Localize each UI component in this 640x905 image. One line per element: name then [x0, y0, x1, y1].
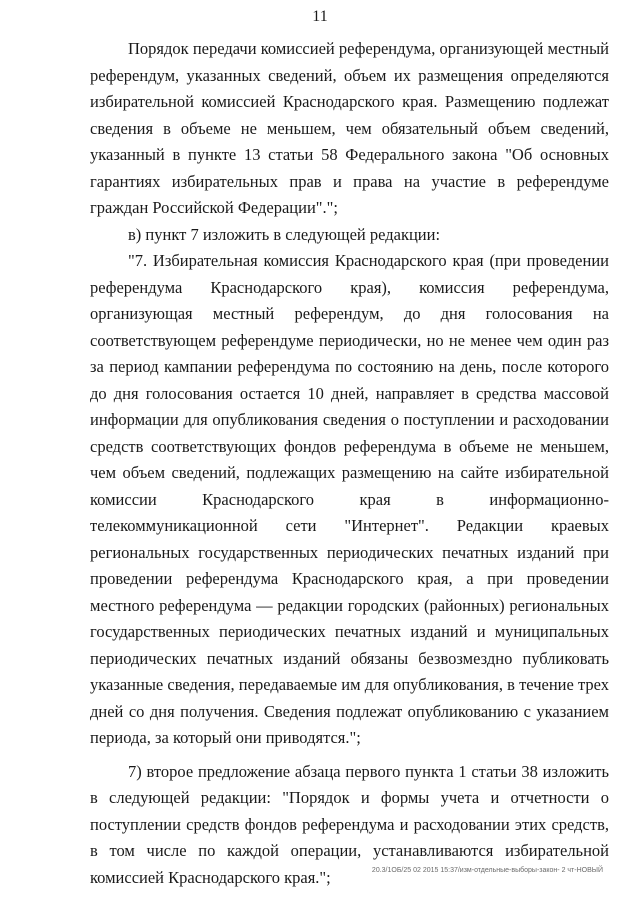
paragraph-item-7-article-38: 7) второе предложение абзаца первого пункта 1 статьи 38 изложить в следующей редакции: "Порядок и формы учета и отчетности о поступлении средств фондов референдума и расходовании этих средств, в том числе по каждой операции, устанавливаются избирательной комиссией Краснодарского края."; — [90, 761, 609, 887]
page-number: 11 — [312, 8, 328, 25]
paragraph-point-v: в) пункт 7 изложить в следующей редакции: — [128, 224, 441, 244]
document-body — [90, 36, 609, 891]
paragraph-clause-7: "7. Избирательная комиссия Краснодарского края (при проведении референдума Краснодарского края), комиссия референдума, организующая местный референдум, до дня голосования на соответствующем референдуме периодически, но не менее чем один раз за период кампании референдума по состоянию на день, после которого до дня голосования остается 10 дней, направляет в средства массовой информации для опубликования сведения о поступлении и расходовании средств соответствующих фондов референдума в объеме не меньшем, чем объем сведений, подлежащих размещению на сайте избирательной комиссии Краснодарского края в информационно-телекоммуникационной сети "Интернет". Редакции краевых региональных государственных периодических печатных изданий при проведении референдума Краснодарского края, а при проведении местного референдума — редакции городских (районных) региональных государственных периодических печатных изданий и муниципальных периодических печатных изданий обязаны безвозмездно публиковать указанные сведения, передаваемые им для опубликования, в течение трех дней со дня получения. Сведения подлежат опубликованию с указанием периода, за который они приводятся."; — [90, 251, 609, 747]
paragraph-disclosure-procedure: Порядок передачи комиссией референдума, организующей местный референдум, указанных сведений, объем их размещения определяются избирательной комиссией Краснодарского края. Размещению подлежат сведения в объеме не меньшем, чем обязательный объем сведений, указанный в пункте 13 статьи 58 Федерального закона "Об основных гарантиях избирательных прав и права на участие в референдуме граждан Российской Федерации"."; — [90, 39, 609, 217]
footer-file-code: 20.3/1ОБ/25 02 2015 15:37/изм-отдельные-выборы-закон- 2 чт-НОВЫЙ — [371, 867, 603, 874]
